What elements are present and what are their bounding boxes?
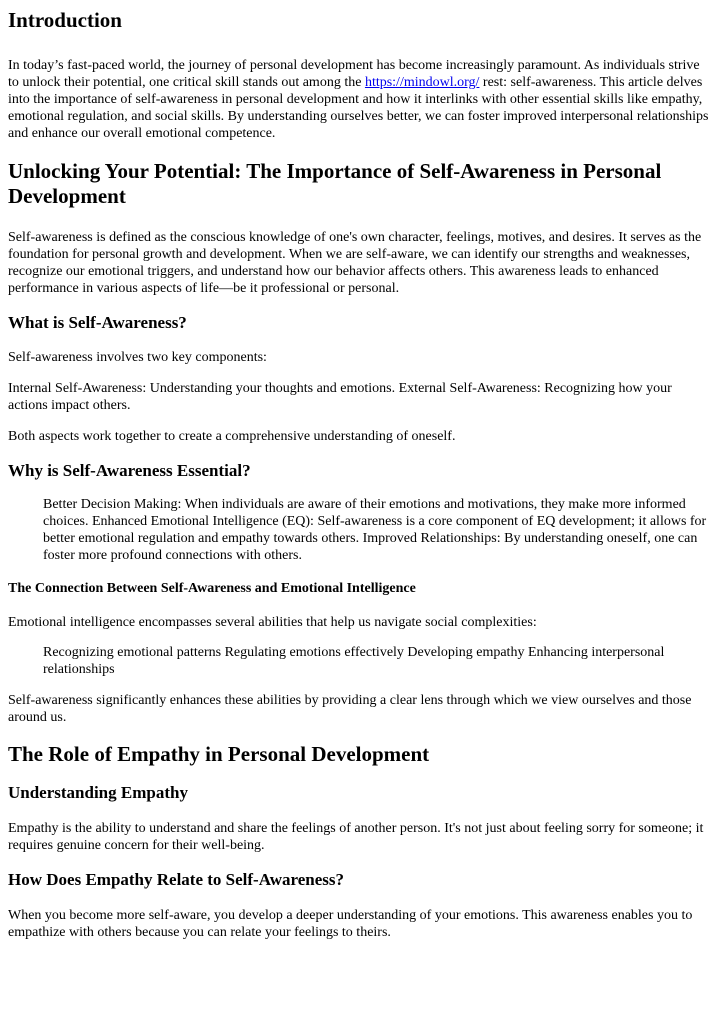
intro-text-after-link: rest: self-awareness. This article delves into the importance of self-awareness in personal development and how it interlinks with other essential skills like empathy, emotional regulation, and social skills. By understanding ourselves better, we can foster improved interpersonal relationships and enhance our overall emotional competence. — [8, 75, 709, 141]
connection-heading: The Connection Between Self-Awareness and Emotional Intelligence — [8, 581, 416, 596]
what-is-paragraph-3: Both aspects work together to create a comprehensive understanding of oneself. — [8, 429, 456, 444]
why-quote: Better Decision Making: When individuals are aware of their emotions and motivations, they make more informed choices. Enhanced Emotional Intelligence (EQ): Self-awareness is a core component of EQ development; it allows for better emotional regulation and empathy towards others. Improved Relationships: By understanding oneself, one can foster more profound connections with others. — [43, 497, 707, 563]
what-is-paragraph-1: Self-awareness involves two key components: — [8, 350, 267, 365]
intro-text-before-link: In today’s fast-paced world, the journey of personal development has become increasingly paramount. As individuals strive to unlock their potential, one critical skill stands out among the — [8, 58, 700, 90]
why-heading: Why is Self-Awareness Essential? — [8, 461, 251, 480]
empathy-relation-paragraph: When you become more self-aware, you develop a deeper understanding of your emotions. This awareness enables you to empathize with others because you can relate your feelings to theirs. — [8, 908, 693, 940]
connection-paragraph-2: Self-awareness significantly enhances these abilities by providing a clear lens through which we view ourselves and those around us. — [8, 693, 692, 725]
what-is-heading: What is Self-Awareness? — [8, 313, 187, 332]
unlocking-heading: Unlocking Your Potential: The Importance of Self-Awareness in Personal Development — [8, 159, 662, 208]
understanding-empathy-paragraph: Empathy is the ability to understand and share the feelings of another person. It's not just about feeling sorry for someone; it requires genuine concern for their well-being. — [8, 821, 704, 853]
empathy-heading: The Role of Empathy in Personal Development — [8, 742, 430, 766]
empathy-relation-heading: How Does Empathy Relate to Self-Awareness? — [8, 870, 345, 889]
mindowl-link[interactable]: https://mindowl.org/ — [364, 75, 480, 90]
intro-heading: Introduction — [8, 8, 122, 32]
connection-paragraph-1: Emotional intelligence encompasses several abilities that help us navigate social complexities: — [8, 615, 537, 630]
unlocking-paragraph: Self-awareness is defined as the conscious knowledge of one's own character, feelings, motives, and desires. It serves as the foundation for personal growth and development. When we are self-aware, we can identify our strengths and weaknesses, recognize our emotional triggers, and understand how our behavior affects others. This awareness leads to enhanced performance in various aspects of life—be it professional or personal. — [8, 230, 702, 296]
connection-quote: Recognizing emotional patterns Regulating emotions effectively Developing empathy Enhancing interpersonal relationships — [43, 645, 665, 677]
intro-paragraph — [8, 57, 712, 142]
article — [0, 7, 720, 941]
what-is-paragraph-2: Internal Self-Awareness: Understanding your thoughts and emotions. External Self-Awareness: Recognizing how your actions impact others. — [8, 381, 672, 413]
understanding-empathy-heading: Understanding Empathy — [8, 783, 188, 802]
